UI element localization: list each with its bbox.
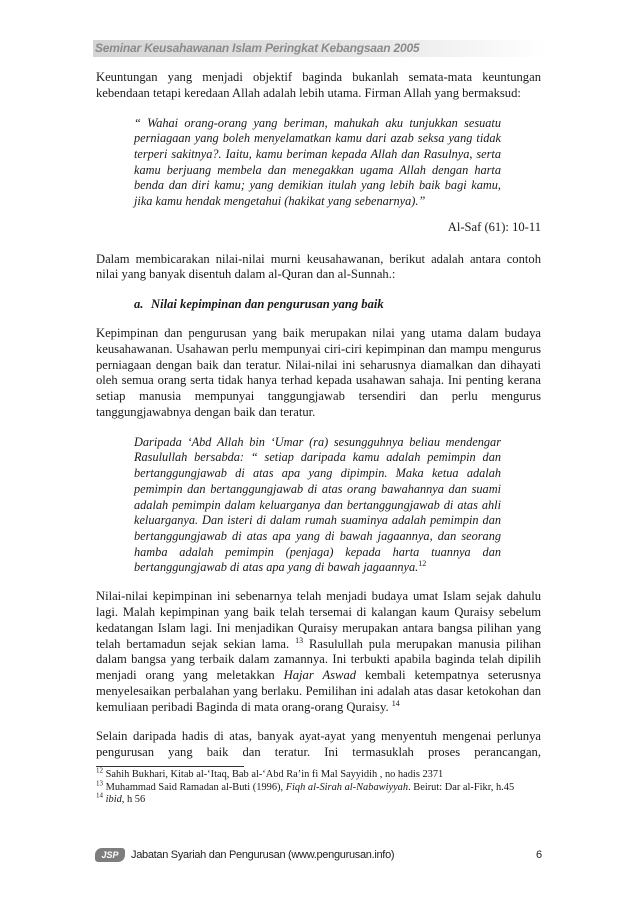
paragraph-4-part-a: Nilai-nilai kepimpinan ini sebenarnya telah menjadi budaya umat Islam sejak dahulu lagi. Malah kepimpinan yang baik telah tersemai di kalangan kaum Quraisy sebelum kedatangan Islam lagi. Ini menjadikan Quraisy merupakan antara bangsa pilihan yang telah bertamadun sejak sekian lama. — [96, 589, 541, 651]
footnote-text-tail: . Beirut: Dar al-Fikr, h.45 — [408, 781, 515, 793]
footnote-text: Muhammad Said Ramadan al-Buti (1996), — [105, 781, 284, 793]
footnote-ref-12: 12 — [418, 559, 427, 569]
section-heading — [134, 297, 541, 313]
footnote-12 — [96, 766, 546, 782]
section-heading-text: Nilai kepimpinan dan pengurusan yang baik — [151, 297, 384, 312]
footnote-ibid: ibid — [105, 794, 122, 806]
footnote-text: Sahih Bukhari, Kitab al-‘Itaq, Bab al-‘Abd Ra’in fi Mal Sayyidih , no hadis 2371 — [105, 769, 444, 780]
paragraph-4-italic: Hajar Aswad — [283, 668, 357, 683]
quran-quote: “ Wahai orang-orang yang beriman, mahukah aku tunjukkan sesuatu perniagaan yang boleh menyelamatkan kamu dari azab seksa yang tidak terperi sakitnya?. Iaitu, kamu beriman kepada Allah dan Rasulnya, serta kamu berjuang membela dan menegakkan ugama Allah dengan harta benda dan diri kamu; yang demikian itulah yang lebih baik bagi kamu, jika kamu hendak mengetahui (hakikat yang sebenarnya).” — [134, 115, 501, 209]
quote-citation: Al-Saf (61): 10-11 — [447, 219, 541, 234]
paragraph-1: Keuntungan yang menjadi objektif baginda bukanlah semata-mata keuntungan kebendaan tetapi keredaan Allah adalah lebih utama. Firman Allah yang bermaksud: — [96, 70, 541, 100]
footer-text: Jabatan Syariah dan Pengurusan (www.pengurusan.info) — [131, 849, 395, 861]
footnote-book-title: Fiqh al-Sirah al-Nabawiyyah — [285, 781, 409, 793]
footnote-13 — [96, 779, 546, 795]
footnote-14 — [96, 791, 546, 807]
header-title: Seminar Keusahawanan Islam Peringkat Kebangsaan 2005 — [95, 41, 420, 55]
footnote-ref-14: 14 — [391, 698, 400, 708]
jsp-logo-icon: JSP — [95, 848, 125, 862]
paragraph-4-part-c: kembali ketempatnya seterusnya menyelesaikan perbalahan yang berlaku. Pemilihan ini adalah atas dasar ketokohan dan kemuliaan peribadi Baginda di mata orang-orang Quraisy. — [96, 668, 541, 714]
page-number: 6 — [536, 849, 543, 861]
hadith-quote — [134, 435, 501, 576]
footnote-separator — [96, 766, 244, 767]
footnotes — [96, 766, 546, 807]
paragraph-3: Kepimpinan dan pengurusan yang baik merupakan nilai yang utama dalam budaya keusahawanan. Usahawan perlu mempunyai ciri-ciri kepimpinan dan mampu mengurus perniagaan dengan baik dan teratur. Nilai-nilai ini seharusnya diamalkan dan dihayati oleh semua orang serta tidak hanya terhad kepada usahawan sahaja. Ini penting kerana setiap manusia mempunyai tanggungjawab tersendiri dan perlu mengurus tanggungjawabnya dengan baik dan teratur. — [96, 326, 541, 419]
section-number: a. — [134, 297, 144, 312]
footnote-number: 13 — [96, 779, 103, 788]
footnote-text-tail: , h 56 — [121, 794, 146, 806]
hadith-quote-text: Daripada ‘Abd Allah bin ‘Umar (ra) sesungguhnya beliau mendengar Rasulullah bersabda: “ setiap daripada kamu adalah pemimpin dan bertanggungjawab di atas apa yang dipimpin. Maka ketua adalah pemimpin dan bertanggungjawab di atas orang bawahannya dan suami adalah pemimpin dalam keluarganya dan bertanggungjawab di atas ahli keluarganya. Dan isteri di dalam rumah suaminya adalah pemimpin dan bertanggungjawab di atas apa yang di bawah jagaannya, dan seorang hamba adalah pemimpin (penjaga) kepada harta tuannya dan bertanggungjawab di atas apa yang di bawah jagaannya. — [134, 434, 501, 575]
paragraph-4-part-b: Rasulullah pula merupakan manusia pilihan dalam bangsa yang terbaik dalam zamannya. Ini terbukti apabila baginda telah dipilih menjadi orang yang meletakkan — [96, 636, 542, 683]
paragraph-4 — [96, 589, 541, 715]
paragraph-5: Selain daripada hadis di atas, banyak ayat-ayat yang menyentuh mengenai perlunya pengurusan yang baik dan teratur. Ini termasuklah proses perancangan, — [96, 729, 541, 760]
paragraph-2: Dalam membicarakan nilai-nilai murni keusahawanan, berikut adalah antara contoh nilai yang banyak disentuh dalam al-Quran dan al-Sunnah.: — [96, 251, 541, 282]
footnote-number: 14 — [96, 791, 103, 800]
page-body — [96, 70, 541, 761]
footnote-ref-13: 13 — [295, 635, 304, 645]
footnote-number: 12 — [96, 766, 103, 775]
